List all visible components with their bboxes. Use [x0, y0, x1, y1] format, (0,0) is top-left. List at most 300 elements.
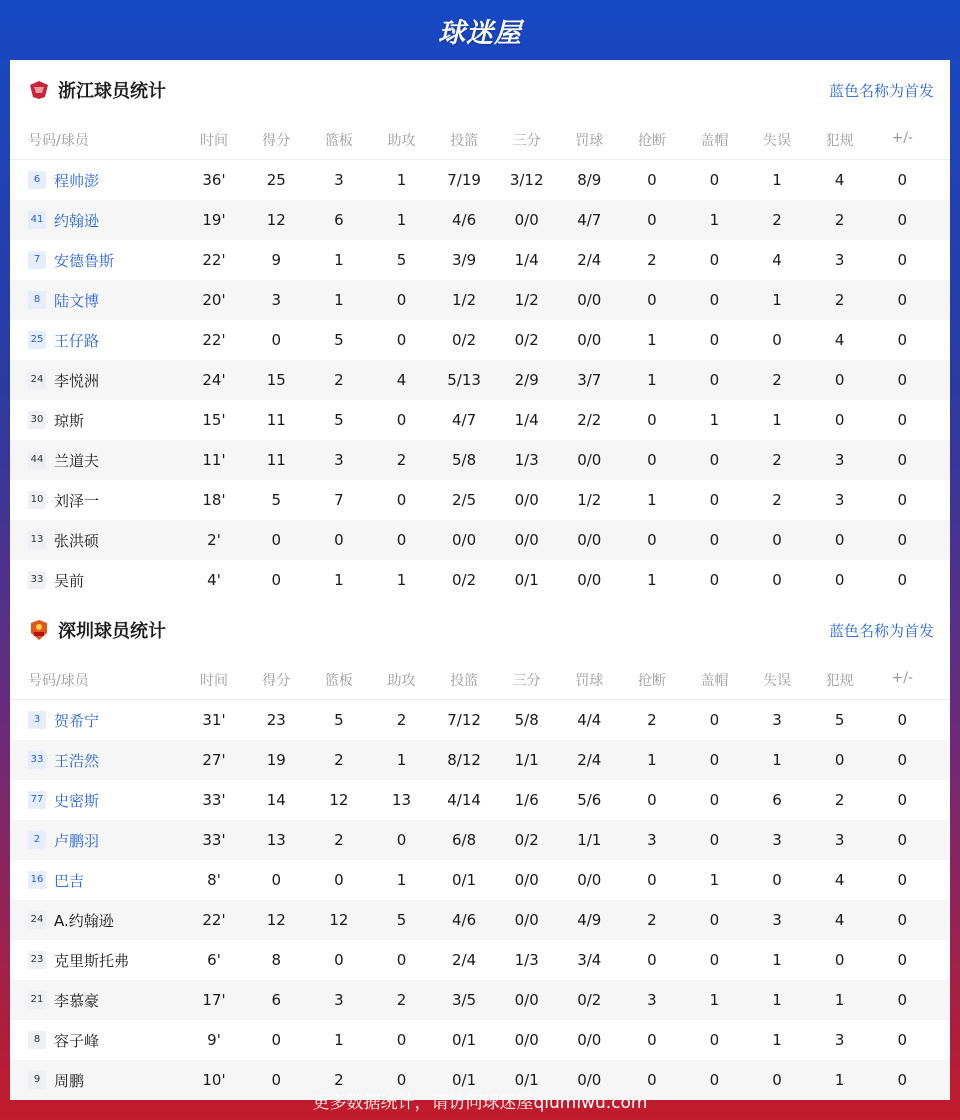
player-name-link[interactable]: 史密斯 — [54, 791, 100, 810]
stat-cell: 0 — [396, 331, 407, 349]
stat-cell: 1 — [772, 291, 782, 309]
stat-cell: 0 — [772, 331, 782, 349]
player-name-link[interactable]: 陆文博 — [54, 291, 100, 310]
jersey-number: 13 — [28, 531, 46, 549]
stat-cell: 19 — [266, 751, 286, 769]
jersey-number: 24 — [28, 911, 46, 929]
column-header: 篮板 — [324, 132, 353, 149]
stat-cell: 3/5 — [452, 991, 477, 1009]
stat-cell: 0 — [709, 711, 720, 729]
player-row — [10, 560, 950, 600]
stat-cell: 7 — [334, 491, 344, 509]
stat-cell: 3 — [772, 711, 782, 729]
stat-cell: 3 — [834, 251, 845, 269]
stat-cell: 1 — [709, 211, 720, 229]
player-row — [10, 480, 950, 520]
stat-cell: 5 — [271, 491, 282, 509]
stat-cell: 1 — [709, 991, 720, 1009]
stat-cell: 0 — [271, 571, 282, 589]
player-cell[interactable] — [10, 250, 180, 271]
stat-cell: 0 — [709, 251, 720, 269]
stat-cell: 9' — [207, 1031, 221, 1049]
stat-cell: 0 — [897, 251, 907, 269]
player-cell — [10, 990, 180, 1011]
player-row — [10, 1020, 950, 1060]
footer-banner[interactable] — [0, 1080, 960, 1120]
stat-cell: 0 — [897, 1071, 907, 1089]
stat-cell: 2/2 — [577, 411, 602, 429]
stat-cell: 3 — [334, 171, 344, 189]
jersey-number: 7 — [28, 251, 46, 269]
stat-cell: 5 — [396, 911, 407, 929]
player-row — [10, 820, 950, 860]
stat-cell: 14 — [266, 791, 286, 809]
stat-cell: 4 — [396, 371, 407, 389]
stat-cell: 4 — [772, 251, 782, 269]
stat-cell: 0/0 — [577, 291, 602, 309]
player-name: 李慕豪 — [54, 991, 100, 1010]
jersey-number: 33 — [28, 571, 46, 589]
stat-cell: 0 — [647, 531, 657, 549]
stat-cell: 0 — [834, 751, 845, 769]
stat-cell: 0/2 — [514, 831, 539, 849]
stat-cell: 0 — [271, 531, 282, 549]
stat-cell: 4/7 — [577, 211, 602, 229]
stat-cell: 0 — [709, 371, 720, 389]
stat-cell: 4 — [834, 911, 845, 929]
column-header: 助攻 — [387, 132, 416, 149]
stat-cell: 0/0 — [514, 911, 539, 929]
player-name-link[interactable]: 贺希宁 — [54, 711, 100, 730]
column-header: 失误 — [763, 672, 792, 689]
player-name: 容子峰 — [54, 1031, 100, 1050]
stat-cell: 5 — [396, 251, 407, 269]
stat-cell: 0 — [271, 331, 282, 349]
stat-cell: 2 — [834, 791, 845, 809]
stat-cell: 0/0 — [577, 531, 602, 549]
stat-cell: 7/12 — [447, 711, 481, 729]
column-header: 助攻 — [387, 672, 416, 689]
player-cell — [10, 950, 180, 971]
stat-cell: 2 — [772, 451, 782, 469]
team-header — [10, 600, 950, 660]
player-name: 周鹏 — [54, 1071, 85, 1090]
stat-cell: 0/2 — [577, 991, 602, 1009]
player-cell[interactable] — [10, 870, 180, 891]
player-row — [10, 360, 950, 400]
player-row — [10, 780, 950, 820]
player-name: 刘泽一 — [54, 491, 100, 510]
stat-cell: 0/1 — [514, 1071, 539, 1089]
player-row — [10, 440, 950, 480]
stat-cell: 0 — [396, 951, 407, 969]
stat-cell: 1/4 — [514, 411, 539, 429]
stat-cell: 2 — [396, 711, 407, 729]
starter-note: 蓝色名称为首发 — [828, 622, 934, 640]
stat-cell: 2 — [834, 291, 845, 309]
stat-cell: 0 — [772, 871, 782, 889]
stat-cell: 0 — [897, 991, 907, 1009]
column-header: +/- — [891, 669, 913, 686]
starter-note: 蓝色名称为首发 — [828, 82, 934, 100]
player-name: 琼斯 — [54, 411, 85, 430]
player-cell — [10, 910, 180, 931]
brand-logo: 球迷屋 — [438, 17, 522, 49]
player-name-link[interactable]: 王仔路 — [54, 331, 100, 350]
stat-cell: 0/0 — [514, 871, 539, 889]
column-header: 时间 — [200, 672, 228, 689]
stat-cell: 12 — [329, 911, 349, 929]
stat-cell: 12 — [329, 791, 349, 809]
stat-cell: 0/0 — [514, 211, 539, 229]
stat-cell: 3/7 — [577, 371, 602, 389]
stat-cell: 2 — [334, 831, 344, 849]
stat-cell: 0 — [897, 831, 907, 849]
stat-cell: 0 — [396, 491, 407, 509]
player-name-link[interactable]: 约翰逊 — [54, 211, 100, 230]
stat-cell: 0 — [396, 1071, 407, 1089]
stat-cell: 2/4 — [452, 951, 477, 969]
stat-cell: 17' — [202, 991, 226, 1009]
stat-cell: 2' — [207, 531, 221, 549]
stat-cell: 2 — [334, 1071, 344, 1089]
player-row — [10, 280, 950, 320]
footer-text: 更多数据统计，请访问球迷屋qiumiwu.com — [312, 1092, 648, 1113]
stat-cell: 0 — [396, 531, 407, 549]
stat-cell: 1/6 — [514, 791, 539, 809]
stat-cell: 1 — [834, 1071, 845, 1089]
stat-cell: 0 — [897, 571, 907, 589]
stat-cell: 3 — [647, 991, 657, 1009]
stat-cell: 0/0 — [514, 531, 539, 549]
stat-cell: 1/2 — [577, 491, 602, 509]
stat-cell: 0/0 — [577, 331, 602, 349]
stat-cell: 4/7 — [452, 411, 477, 429]
stat-cell: 6 — [334, 211, 344, 229]
stat-cell: 2 — [772, 491, 782, 509]
jersey-number: 6 — [28, 171, 46, 189]
stat-cell: 1/4 — [514, 251, 539, 269]
stat-cell: 0/0 — [577, 451, 602, 469]
column-header: 抢断 — [637, 672, 666, 689]
stat-cell: 2 — [334, 751, 344, 769]
column-header-player: 号码/球员 — [28, 132, 89, 149]
stat-cell: 1 — [772, 751, 782, 769]
stat-cell: 3 — [834, 831, 845, 849]
stat-cell: 22' — [202, 331, 226, 349]
stat-cell: 0 — [271, 871, 282, 889]
stat-cell: 6' — [207, 951, 221, 969]
player-row — [10, 320, 950, 360]
stat-cell: 6/8 — [452, 831, 477, 849]
stat-cell: 3 — [334, 451, 344, 469]
column-header: 三分 — [512, 132, 541, 149]
player-name: 张洪硕 — [54, 531, 100, 550]
player-cell[interactable] — [10, 830, 180, 851]
stat-cell: 1/1 — [577, 831, 602, 849]
stat-cell: 1/1 — [514, 751, 539, 769]
column-header: 三分 — [512, 672, 541, 689]
stat-cell: 0 — [897, 531, 907, 549]
stat-cell: 0 — [709, 1071, 720, 1089]
column-header: 盖帽 — [700, 672, 729, 689]
stat-cell: 0 — [897, 291, 907, 309]
stat-cell: 1 — [772, 171, 782, 189]
column-header: 时间 — [200, 132, 228, 149]
stat-cell: 8' — [207, 871, 221, 889]
stat-cell: 0 — [897, 411, 907, 429]
column-header: 盖帽 — [700, 132, 729, 149]
jersey-number: 10 — [28, 491, 46, 509]
stat-cell: 27' — [202, 751, 226, 769]
stat-cell: 2 — [834, 211, 845, 229]
player-row — [10, 740, 950, 780]
stat-cell: 0/0 — [452, 531, 477, 549]
stat-cell: 0 — [647, 951, 657, 969]
player-cell[interactable] — [10, 290, 180, 311]
player-row — [10, 900, 950, 940]
stat-cell: 4/6 — [452, 211, 477, 229]
stat-cell: 1 — [772, 951, 782, 969]
stat-cell: 0 — [709, 571, 720, 589]
stat-cell: 24' — [202, 371, 226, 389]
stat-cell: 0 — [772, 1071, 782, 1089]
stat-cell: 1 — [709, 411, 720, 429]
stat-cell: 15 — [266, 371, 286, 389]
stat-cell: 0 — [709, 531, 720, 549]
player-row — [10, 240, 950, 280]
stat-cell: 1 — [647, 751, 657, 769]
column-header: 犯规 — [825, 132, 854, 149]
stat-cell: 2 — [647, 711, 657, 729]
stat-cell: 0 — [709, 831, 720, 849]
stat-cell: 3 — [834, 1031, 845, 1049]
jersey-number: 8 — [28, 1031, 46, 1049]
stat-cell: 2 — [772, 211, 782, 229]
stat-cell: 1 — [647, 331, 657, 349]
player-cell — [10, 370, 180, 391]
stat-cell: 1 — [396, 751, 407, 769]
stat-cell: 1 — [772, 411, 782, 429]
stat-cell: 0 — [334, 951, 344, 969]
stat-cell: 4/14 — [447, 791, 481, 809]
column-header-row — [10, 120, 950, 160]
column-header-player: 号码/球员 — [28, 672, 89, 689]
stat-cell: 1 — [647, 571, 657, 589]
stat-cell: 12 — [266, 211, 286, 229]
stat-cell: 0 — [396, 291, 407, 309]
stat-cell: 0/0 — [514, 991, 539, 1009]
stat-cell: 0 — [709, 491, 720, 509]
player-row — [10, 160, 950, 200]
stat-cell: 2/4 — [577, 751, 602, 769]
player-cell[interactable] — [10, 710, 180, 731]
stat-cell: 0 — [709, 911, 720, 929]
stat-cell: 1 — [396, 211, 407, 229]
player-cell — [10, 530, 180, 551]
stat-cell: 0 — [647, 291, 657, 309]
stat-cell: 4/9 — [577, 911, 602, 929]
player-name: 克里斯托弗 — [54, 951, 130, 970]
stat-cell: 31' — [202, 711, 226, 729]
stat-cell: 0 — [709, 951, 720, 969]
brand-header — [0, 0, 960, 60]
stat-cell: 36' — [202, 171, 226, 189]
stat-cell: 2/4 — [577, 251, 602, 269]
stat-cell: 19' — [202, 211, 226, 229]
zhejiang-team-logo-icon — [28, 79, 50, 101]
stat-cell: 2 — [396, 451, 407, 469]
stat-cell: 1 — [396, 571, 407, 589]
stat-cell: 8 — [271, 951, 282, 969]
stat-cell: 1 — [396, 171, 407, 189]
player-cell — [10, 450, 180, 471]
jersey-number: 24 — [28, 371, 46, 389]
team-title: 浙江球员统计 — [58, 81, 166, 102]
jersey-number: 16 — [28, 871, 46, 889]
stat-cell: 2 — [647, 251, 657, 269]
jersey-number: 44 — [28, 451, 46, 469]
stat-cell: 3/9 — [452, 251, 477, 269]
stat-cell: 8/9 — [577, 171, 602, 189]
stat-cell: 4/6 — [452, 911, 477, 929]
stat-cell: 1 — [396, 871, 407, 889]
jersey-number: 25 — [28, 331, 46, 349]
stat-cell: 13 — [391, 791, 412, 809]
stat-cell: 0 — [396, 831, 407, 849]
stat-cell: 0 — [897, 331, 907, 349]
player-name-link[interactable]: 巴吉 — [54, 871, 85, 890]
stat-cell: 0 — [334, 531, 344, 549]
stat-cell: 0/1 — [452, 1071, 477, 1089]
stat-cell: 3/4 — [577, 951, 602, 969]
player-cell[interactable] — [10, 330, 180, 351]
jersey-number: 21 — [28, 991, 46, 1009]
column-header: 失误 — [763, 132, 792, 149]
stat-cell: 11' — [202, 451, 226, 469]
stat-cell: 3 — [334, 991, 344, 1009]
stat-cell: 0 — [396, 411, 407, 429]
stat-cell: 4' — [207, 571, 221, 589]
column-header: 罚球 — [575, 132, 604, 149]
stat-cell: 0 — [834, 571, 845, 589]
player-cell — [10, 1030, 180, 1051]
stat-cell: 5 — [334, 711, 344, 729]
stat-cell: 2 — [396, 991, 407, 1009]
stat-cell: 0 — [897, 791, 907, 809]
jersey-number: 2 — [28, 831, 46, 849]
stat-cell: 3 — [834, 451, 845, 469]
player-cell — [10, 490, 180, 511]
stat-cell: 5/6 — [577, 791, 602, 809]
stat-cell: 0 — [709, 451, 720, 469]
stat-cell: 11 — [266, 451, 286, 469]
stat-cell: 0 — [647, 871, 657, 889]
column-header: 得分 — [262, 672, 291, 689]
stat-cell: 0 — [709, 1031, 720, 1049]
player-name-link[interactable]: 王浩然 — [54, 751, 100, 770]
jersey-number: 3 — [28, 711, 46, 729]
stat-cell: 33' — [202, 831, 226, 849]
player-name-link[interactable]: 卢鹏羽 — [54, 831, 100, 850]
team-section-shenzhen — [10, 600, 950, 1100]
player-row — [10, 200, 950, 240]
player-row — [10, 860, 950, 900]
team-title: 深圳球员统计 — [58, 621, 166, 642]
stat-cell: 5/8 — [514, 711, 539, 729]
stat-cell: 1 — [334, 291, 344, 309]
stat-cell: 1/3 — [514, 451, 539, 469]
stat-cell: 0/0 — [577, 1071, 602, 1089]
stat-cell: 2 — [647, 911, 657, 929]
column-header: 罚球 — [575, 672, 604, 689]
stat-cell: 0 — [897, 871, 907, 889]
column-header: 得分 — [262, 132, 291, 149]
player-cell[interactable] — [10, 790, 180, 811]
player-name-link[interactable]: 程帅澎 — [54, 171, 100, 190]
stat-cell: 0 — [834, 951, 845, 969]
jersey-number: 41 — [28, 211, 46, 229]
stat-cell: 3 — [647, 831, 657, 849]
stat-cell: 0 — [772, 571, 782, 589]
team-section-zhejiang — [10, 60, 950, 600]
stat-cell: 0 — [834, 531, 845, 549]
stat-cell: 0 — [647, 451, 657, 469]
stat-cell: 3 — [772, 911, 782, 929]
stat-cell: 0 — [647, 211, 657, 229]
player-cell[interactable] — [10, 750, 180, 771]
shenzhen-team-logo-icon — [28, 619, 50, 641]
stat-cell: 18' — [202, 491, 226, 509]
stat-cell: 5 — [834, 711, 845, 729]
stat-cell: 3 — [772, 831, 782, 849]
player-cell[interactable] — [10, 210, 180, 231]
stat-cell: 12 — [266, 911, 286, 929]
column-header: 篮板 — [324, 672, 353, 689]
stat-cell: 0/2 — [452, 331, 477, 349]
stat-cell: 0 — [709, 751, 720, 769]
jersey-number: 30 — [28, 411, 46, 429]
stat-cell: 0/2 — [452, 571, 477, 589]
player-cell — [10, 410, 180, 431]
player-name-link[interactable]: 安德鲁斯 — [54, 251, 115, 270]
stat-cell: 0 — [897, 171, 907, 189]
player-cell[interactable] — [10, 170, 180, 191]
stat-cell: 9 — [271, 251, 282, 269]
player-row — [10, 700, 950, 740]
column-header: 抢断 — [637, 132, 666, 149]
stat-cell: 4 — [834, 171, 845, 189]
team-header — [10, 60, 950, 120]
stat-cell: 5/8 — [452, 451, 477, 469]
jersey-number: 33 — [28, 751, 46, 769]
column-header: 犯规 — [825, 672, 854, 689]
stat-cell: 0 — [709, 331, 720, 349]
stat-cell: 4/4 — [577, 711, 602, 729]
stat-cell: 23 — [266, 711, 286, 729]
stat-cell: 7/19 — [447, 171, 481, 189]
stat-cell: 0 — [897, 1031, 907, 1049]
stat-cell: 5 — [334, 411, 344, 429]
stat-cell: 0/2 — [514, 331, 539, 349]
stat-cell: 0/1 — [452, 871, 477, 889]
player-row — [10, 940, 950, 980]
player-name: 吴前 — [54, 571, 85, 590]
stat-cell: 0 — [897, 951, 907, 969]
column-header: +/- — [891, 129, 913, 146]
stat-cell: 11 — [266, 411, 286, 429]
stat-cell: 0 — [897, 371, 907, 389]
